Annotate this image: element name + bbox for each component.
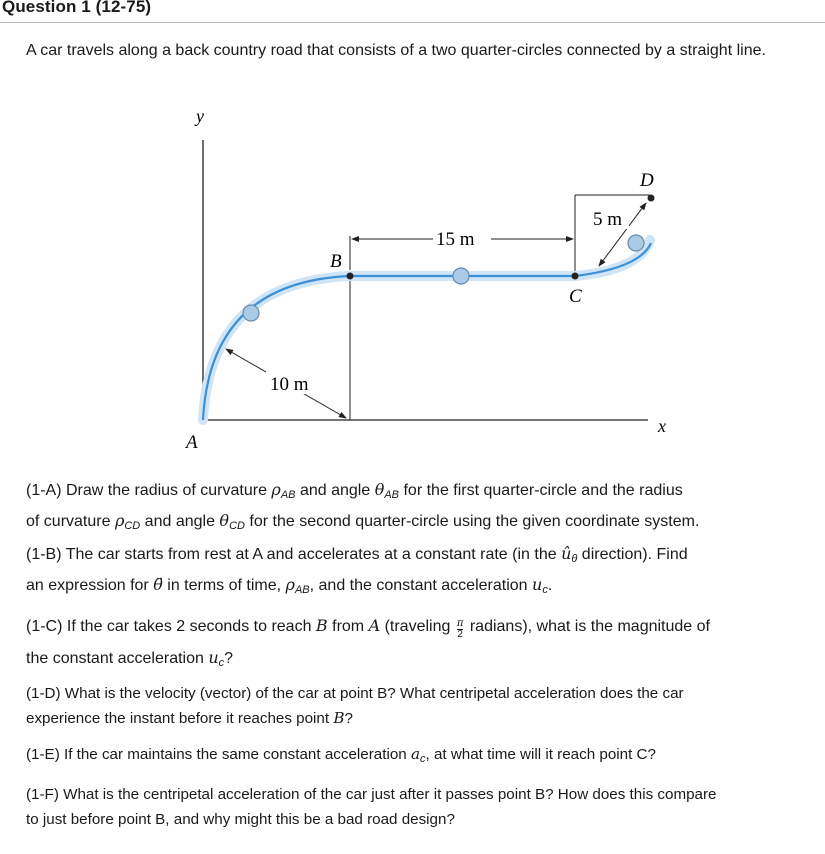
- y-axis-label: y: [196, 106, 204, 126]
- point-c-label: C: [569, 286, 582, 307]
- point-b-label: B: [330, 251, 342, 272]
- x-axis-label: x: [658, 416, 666, 436]
- straight-label: 15 m: [436, 229, 475, 250]
- question-title: Question 1 (12-75): [2, 0, 152, 16]
- question-1d: (1-D) What is the velocity (vector) of the car at point B? What centripetal acceleration does the car experience the instant before it reaches point B?: [26, 685, 684, 727]
- point-d-dot: [648, 195, 655, 202]
- radius-2-label: 5 m: [593, 209, 623, 230]
- question-1e: (1-E) If the car maintains the same constant acceleration $a_c$, at what time will it reach point C?: [26, 745, 656, 765]
- point-b-dot: [347, 273, 354, 280]
- road-figure: [170, 100, 690, 455]
- question-1a: (1-A) Draw the radius of curvature $\rho_{AB}$ and angle $\theta_{AB}$ for the first quarter-circle and the radius of curvature $\rho_{CD}$ and angle $\theta_{CD}$ for the second quarter-circle using the given coordinate system.: [26, 480, 700, 532]
- car-marker-3: [628, 235, 644, 251]
- point-a-label: A: [186, 432, 198, 453]
- question-intro: A car travels along a back country road that consists of a two quarter-circles connected by a straight line.: [26, 42, 766, 59]
- question-1c: (1-C) If the car takes 2 seconds to reach B from A (traveling $\frac{\pi}{2}$ radians), what is the magnitude of the constant acceleration $u_c$?: [26, 616, 710, 669]
- point-d-label: D: [640, 170, 654, 191]
- radius-1-label: 10 m: [270, 374, 309, 395]
- pi-over-two-fraction: $\frac{\pi}{2}$: [456, 618, 464, 640]
- question-1f: (1-F) What is the centripetal acceleration of the car just after it passes point B? How does this compare to just before point B, and why might this be a bad road design?: [26, 786, 717, 828]
- point-c-dot: [572, 273, 579, 280]
- title-bar: [0, 0, 825, 23]
- question-1b: (1-B) The car starts from rest at A and accelerates at a constant rate (in the $û_\theta$ direction). Find an expression for θ̈ in terms of time, $\rho_{AB}$, and the constant acceleration $u_c$.: [26, 544, 688, 596]
- car-marker-1: [243, 305, 259, 321]
- car-marker-2: [453, 268, 469, 284]
